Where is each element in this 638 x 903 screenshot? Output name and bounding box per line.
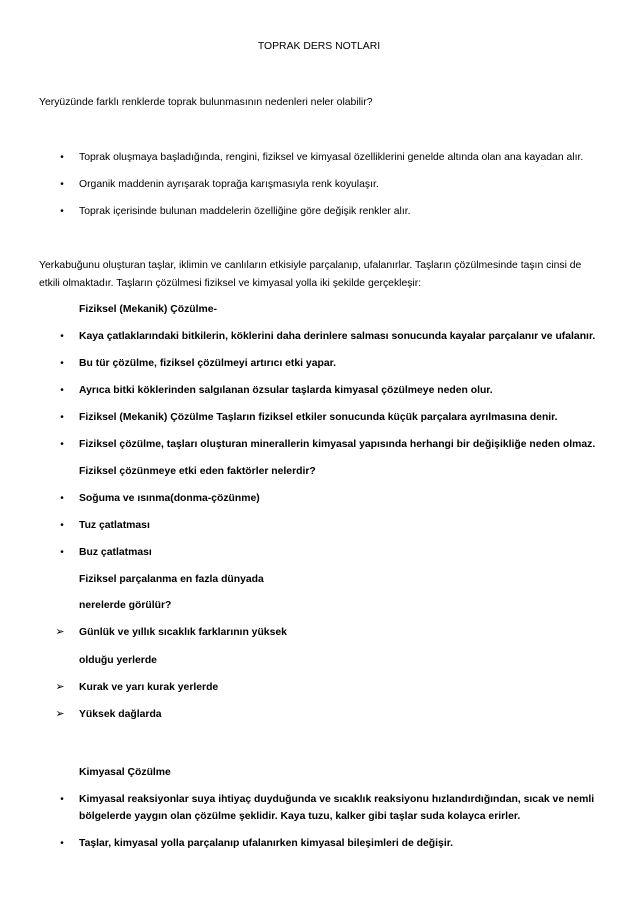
chemical-item-1-line-1: Kimyasal reaksiyonlar suya ihtiyaç duyduğunda ve sıcaklık reaksiyonu hızlandırdığından, sıcak ve nemli (79, 794, 595, 805)
bullet-icon: • (60, 152, 64, 163)
bullet-icon: • (60, 385, 64, 396)
physical-item-5: Fiziksel çözülme, taşları oluşturan minerallerin kimyasal yapısında herhangi bir değişikliğe neden olmaz. (79, 439, 596, 450)
reason-item-2: Organik maddenin ayrışarak toprağa karışmasıyla renk koyulaşır. (79, 179, 379, 190)
page-title: TOPRAK DERS NOTLARI (257, 41, 381, 52)
question-text: Yeryüzünde farklı renklerde toprak bulunmasının nedenleri neler olabilir? (39, 97, 373, 108)
physical-item-1: Kaya çatlaklarındaki bitkilerin, köklerini daha derinlere salması sonucunda kayalar parçalanır ve ufalanır. (79, 331, 596, 342)
bullet-icon: • (60, 206, 64, 217)
where-item-1-line-2: olduğu yerlerde (79, 655, 157, 666)
bullet-icon: • (60, 439, 64, 450)
chemical-heading: Kimyasal Çözülme (79, 767, 171, 778)
physical-item-2: Bu tür çözülme, fiziksel çözülmeyi artırıcı etki yapar. (79, 358, 336, 369)
chemical-item-1-line-2: bölgelerde yaygın olan çözülme şeklidir. Kaya tuzu, kalker gibi taşlar suda kolayca erirler. (79, 811, 521, 822)
arrow-bullet-icon: ➢ (55, 681, 65, 693)
intro-line-2: etkili olmaktadır. Taşların çözülmesi fiziksel ve kimyasal yolla iki şekilde gerçekleşir: (39, 278, 422, 289)
reason-item-1: Toprak oluşmaya başladığında, rengini, fiziksel ve kimyasal özelliklerini genelde altında olan ana kayadan alır. (79, 152, 584, 163)
bullet-icon: • (60, 179, 64, 190)
arrow-bullet-icon: ➢ (55, 626, 65, 638)
intro-line-1: Yerkabuğunu oluşturan taşlar, iklimin ve canlıların etkisiyle parçalanıp, ufalanırlar. Taşların çözülmesinde taşın cinsi de (39, 260, 582, 271)
factor-item-2: Tuz çatlatması (79, 520, 150, 531)
bullet-icon: • (60, 358, 64, 369)
physical-item-4: Fiziksel (Mekanik) Çözülme Taşların fiziksel etkiler sonucunda küçük parçalara ayrılmasına denir. (79, 412, 558, 423)
factor-item-1: Soğuma ve ısınma(donma-çözünme) (79, 493, 260, 504)
physical-heading: Fiziksel (Mekanik) Çözülme- (79, 304, 217, 315)
arrow-bullet-icon: ➢ (55, 708, 65, 720)
bullet-icon: • (60, 520, 64, 531)
where-question-line-2: nerelerde görülür? (79, 600, 172, 611)
physical-item-3: Ayrıca bitki köklerinden salgılanan özsular taşlarda kimyasal çözülmeye neden olur. (79, 385, 493, 396)
bullet-icon: • (60, 493, 64, 504)
where-item-1-line-1: Günlük ve yıllık sıcaklık farklarının yüksek (79, 627, 287, 638)
factor-item-3: Buz çatlatması (79, 547, 152, 558)
factors-question: Fiziksel çözünmeye etki eden faktörler nelerdir? (79, 466, 316, 477)
bullet-icon: • (60, 331, 64, 342)
bullet-icon: • (60, 794, 64, 805)
where-item-2: Kurak ve yarı kurak yerlerde (79, 682, 219, 693)
chemical-item-2: Taşlar, kimyasal yolla parçalanıp ufalanırken kimyasal bileşimleri de değişir. (79, 838, 454, 849)
bullet-icon: • (60, 412, 64, 423)
where-item-3: Yüksek dağlarda (79, 709, 162, 720)
bullet-icon: • (60, 838, 64, 849)
bullet-icon: • (60, 547, 64, 558)
where-question-line-1: Fiziksel parçalanma en fazla dünyada (79, 574, 264, 585)
reason-item-3: Toprak içerisinde bulunan maddelerin özelliğine göre değişik renkler alır. (79, 206, 411, 217)
